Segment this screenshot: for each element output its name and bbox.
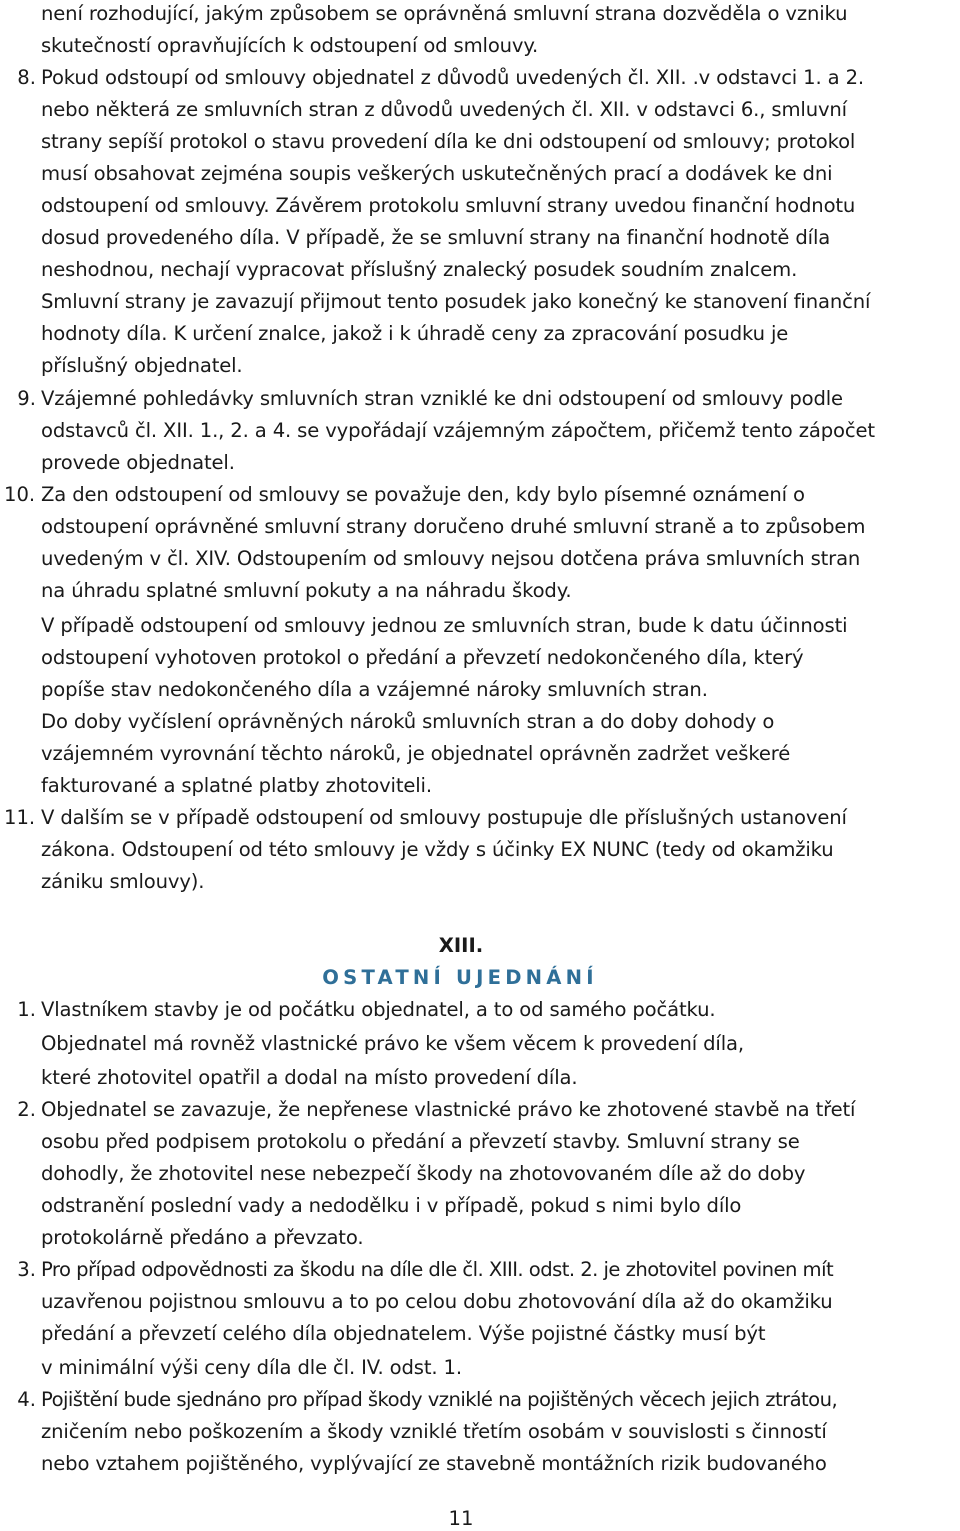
text-line: vzájemném vyrovnání těchto nároků, je objednatel oprávněn zadržet veškeré: [41, 742, 791, 765]
text-line: zničením nebo poškozením a škody vzniklé třetím osobám v souvislosti s činností: [41, 1420, 827, 1443]
text-line: strany sepíší protokol o stavu provedení díla ke dni odstoupení od smlouvy; protokol: [41, 130, 856, 153]
text-line: skutečností opravňujících k odstoupení od smlouvy.: [41, 34, 539, 57]
text-line: Objednatel má rovněž vlastnické právo ke všem věcem k provedení díla,: [41, 1032, 744, 1055]
text-line: V dalším se v případě odstoupení od smlouvy postupuje dle příslušných ustanovení: [41, 806, 847, 829]
text-line: fakturované a splatné platby zhotoviteli.: [41, 774, 432, 797]
text-line: Pro případ odpovědnosti za škodu na díle dle čl. XIII. odst. 2. je zhotovitel povinen mít: [41, 1258, 834, 1281]
text-line: příslušný objednatel.: [41, 354, 243, 377]
text-line: Do doby vyčíslení oprávněných nároků smluvních stran a do doby dohody o: [41, 710, 775, 733]
text-line: neshodnou, nechají vypracovat příslušný znalecký posudek soudním znalcem.: [41, 258, 798, 281]
text-line: hodnoty díla. K určení znalce, jakož i k úhradě ceny za zpracování posudku je: [41, 322, 789, 345]
text-line: zániku smlouvy).: [41, 870, 205, 893]
text-line: popíše stav nedokončeného díla a vzájemné nároky smluvních stran.: [41, 678, 708, 701]
text-line: Pokud odstoupí od smlouvy objednatel z důvodů uvedených čl. XII. .v odstavci 1. a 2.: [41, 66, 864, 89]
section-number: XIII.: [438, 934, 484, 957]
text-line: uzavřenou pojistnou smlouvu a to po celou dobu zhotovování díla až do okamžiku: [41, 1290, 833, 1313]
list-item-number: 10.: [4, 483, 36, 506]
text-line: uvedeným v čl. XIV. Odstoupením od smlouvy nejsou dotčena práva smluvních stran: [41, 547, 861, 570]
text-line: na úhradu splatné smluvní pokuty a na náhradu škody.: [41, 579, 572, 602]
list-item-number: 3.: [17, 1258, 36, 1281]
text-line: Pojištění bude sjednáno pro případ škody vzniklé na pojištěných věcech jejich ztrátou,: [41, 1388, 838, 1411]
text-line: Vzájemné pohledávky smluvních stran vzniklé ke dni odstoupení od smlouvy podle: [41, 387, 843, 410]
text-line: dohodly, že zhotovitel nese nebezpečí škody na zhotovovaném díle až do doby: [41, 1162, 806, 1185]
text-line: V případě odstoupení od smlouvy jednou ze smluvních stran, bude k datu účinnosti: [41, 614, 848, 637]
list-item-number: 8.: [17, 66, 36, 89]
text-line: Za den odstoupení od smlouvy se považuje den, kdy bylo písemné oznámení o: [41, 483, 805, 506]
list-item-number: 9.: [17, 387, 36, 410]
text-line: provede objednatel.: [41, 451, 235, 474]
text-line: odstoupení od smlouvy. Závěrem protokolu smluvní strany uvedou finanční hodnotu: [41, 194, 856, 217]
text-line: nebo některá ze smluvních stran z důvodů uvedených čl. XII. v odstavci 6., smluvní: [41, 98, 847, 121]
text-line: dosud provedeného díla. V případě, že se smluvní strany na finanční hodnotě díla: [41, 226, 831, 249]
text-line: musí obsahovat zejména soupis veškerých uskutečněných prací a dodávek ke dni: [41, 162, 833, 185]
text-line: protokolárně předáno a převzato.: [41, 1226, 364, 1249]
text-line: Vlastníkem stavby je od počátku objednatel, a to od samého počátku.: [41, 998, 716, 1021]
text-line: Objednatel se zavazuje, že nepřenese vlastnické právo ke zhotovené stavbě na třetí: [41, 1098, 856, 1121]
list-item-number: 11.: [4, 806, 36, 829]
text-line: odstranění poslední vady a nedodělku i v případě, pokud s nimi bylo dílo: [41, 1194, 742, 1217]
list-item-number: 1.: [17, 998, 36, 1021]
text-line: Smluvní strany je zavazují přijmout tento posudek jako konečný ke stanovení finanční: [41, 290, 871, 313]
list-item-number: 2.: [17, 1098, 36, 1121]
text-line: odstoupení vyhotoven protokol o předání a převzetí nedokončeného díla, který: [41, 646, 804, 669]
text-line: osobu před podpisem protokolu o předání a převzetí stavby. Smluvní strany se: [41, 1130, 800, 1153]
text-line: zákona. Odstoupení od této smlouvy je vždy s účinky EX NUNC (tedy od okamžiku: [41, 838, 834, 861]
text-line: v minimální výši ceny díla dle čl. IV. odst. 1.: [41, 1356, 462, 1379]
page-number: 11: [448, 1507, 474, 1530]
text-line: které zhotovitel opatřil a dodal na místo provedení díla.: [41, 1066, 578, 1089]
text-line: předání a převzetí celého díla objednatelem. Výše pojistné částky musí být: [41, 1322, 766, 1345]
text-line: není rozhodující, jakým způsobem se oprávněná smluvní strana dozvěděla o vzniku: [41, 2, 848, 25]
section-title: OSTATNÍ UJEDNÁNÍ: [322, 966, 598, 989]
list-item-number: 4.: [17, 1388, 36, 1411]
text-line: odstoupení oprávněné smluvní strany doručeno druhé smluvní straně a to způsobem: [41, 515, 866, 538]
text-line: nebo vztahem pojištěného, vyplývající ze stavebně montážních rizik budovaného: [41, 1452, 827, 1475]
text-line: odstavců čl. XII. 1., 2. a 4. se vypořádají vzájemným zápočtem, přičemž tento zápočet: [41, 419, 875, 442]
